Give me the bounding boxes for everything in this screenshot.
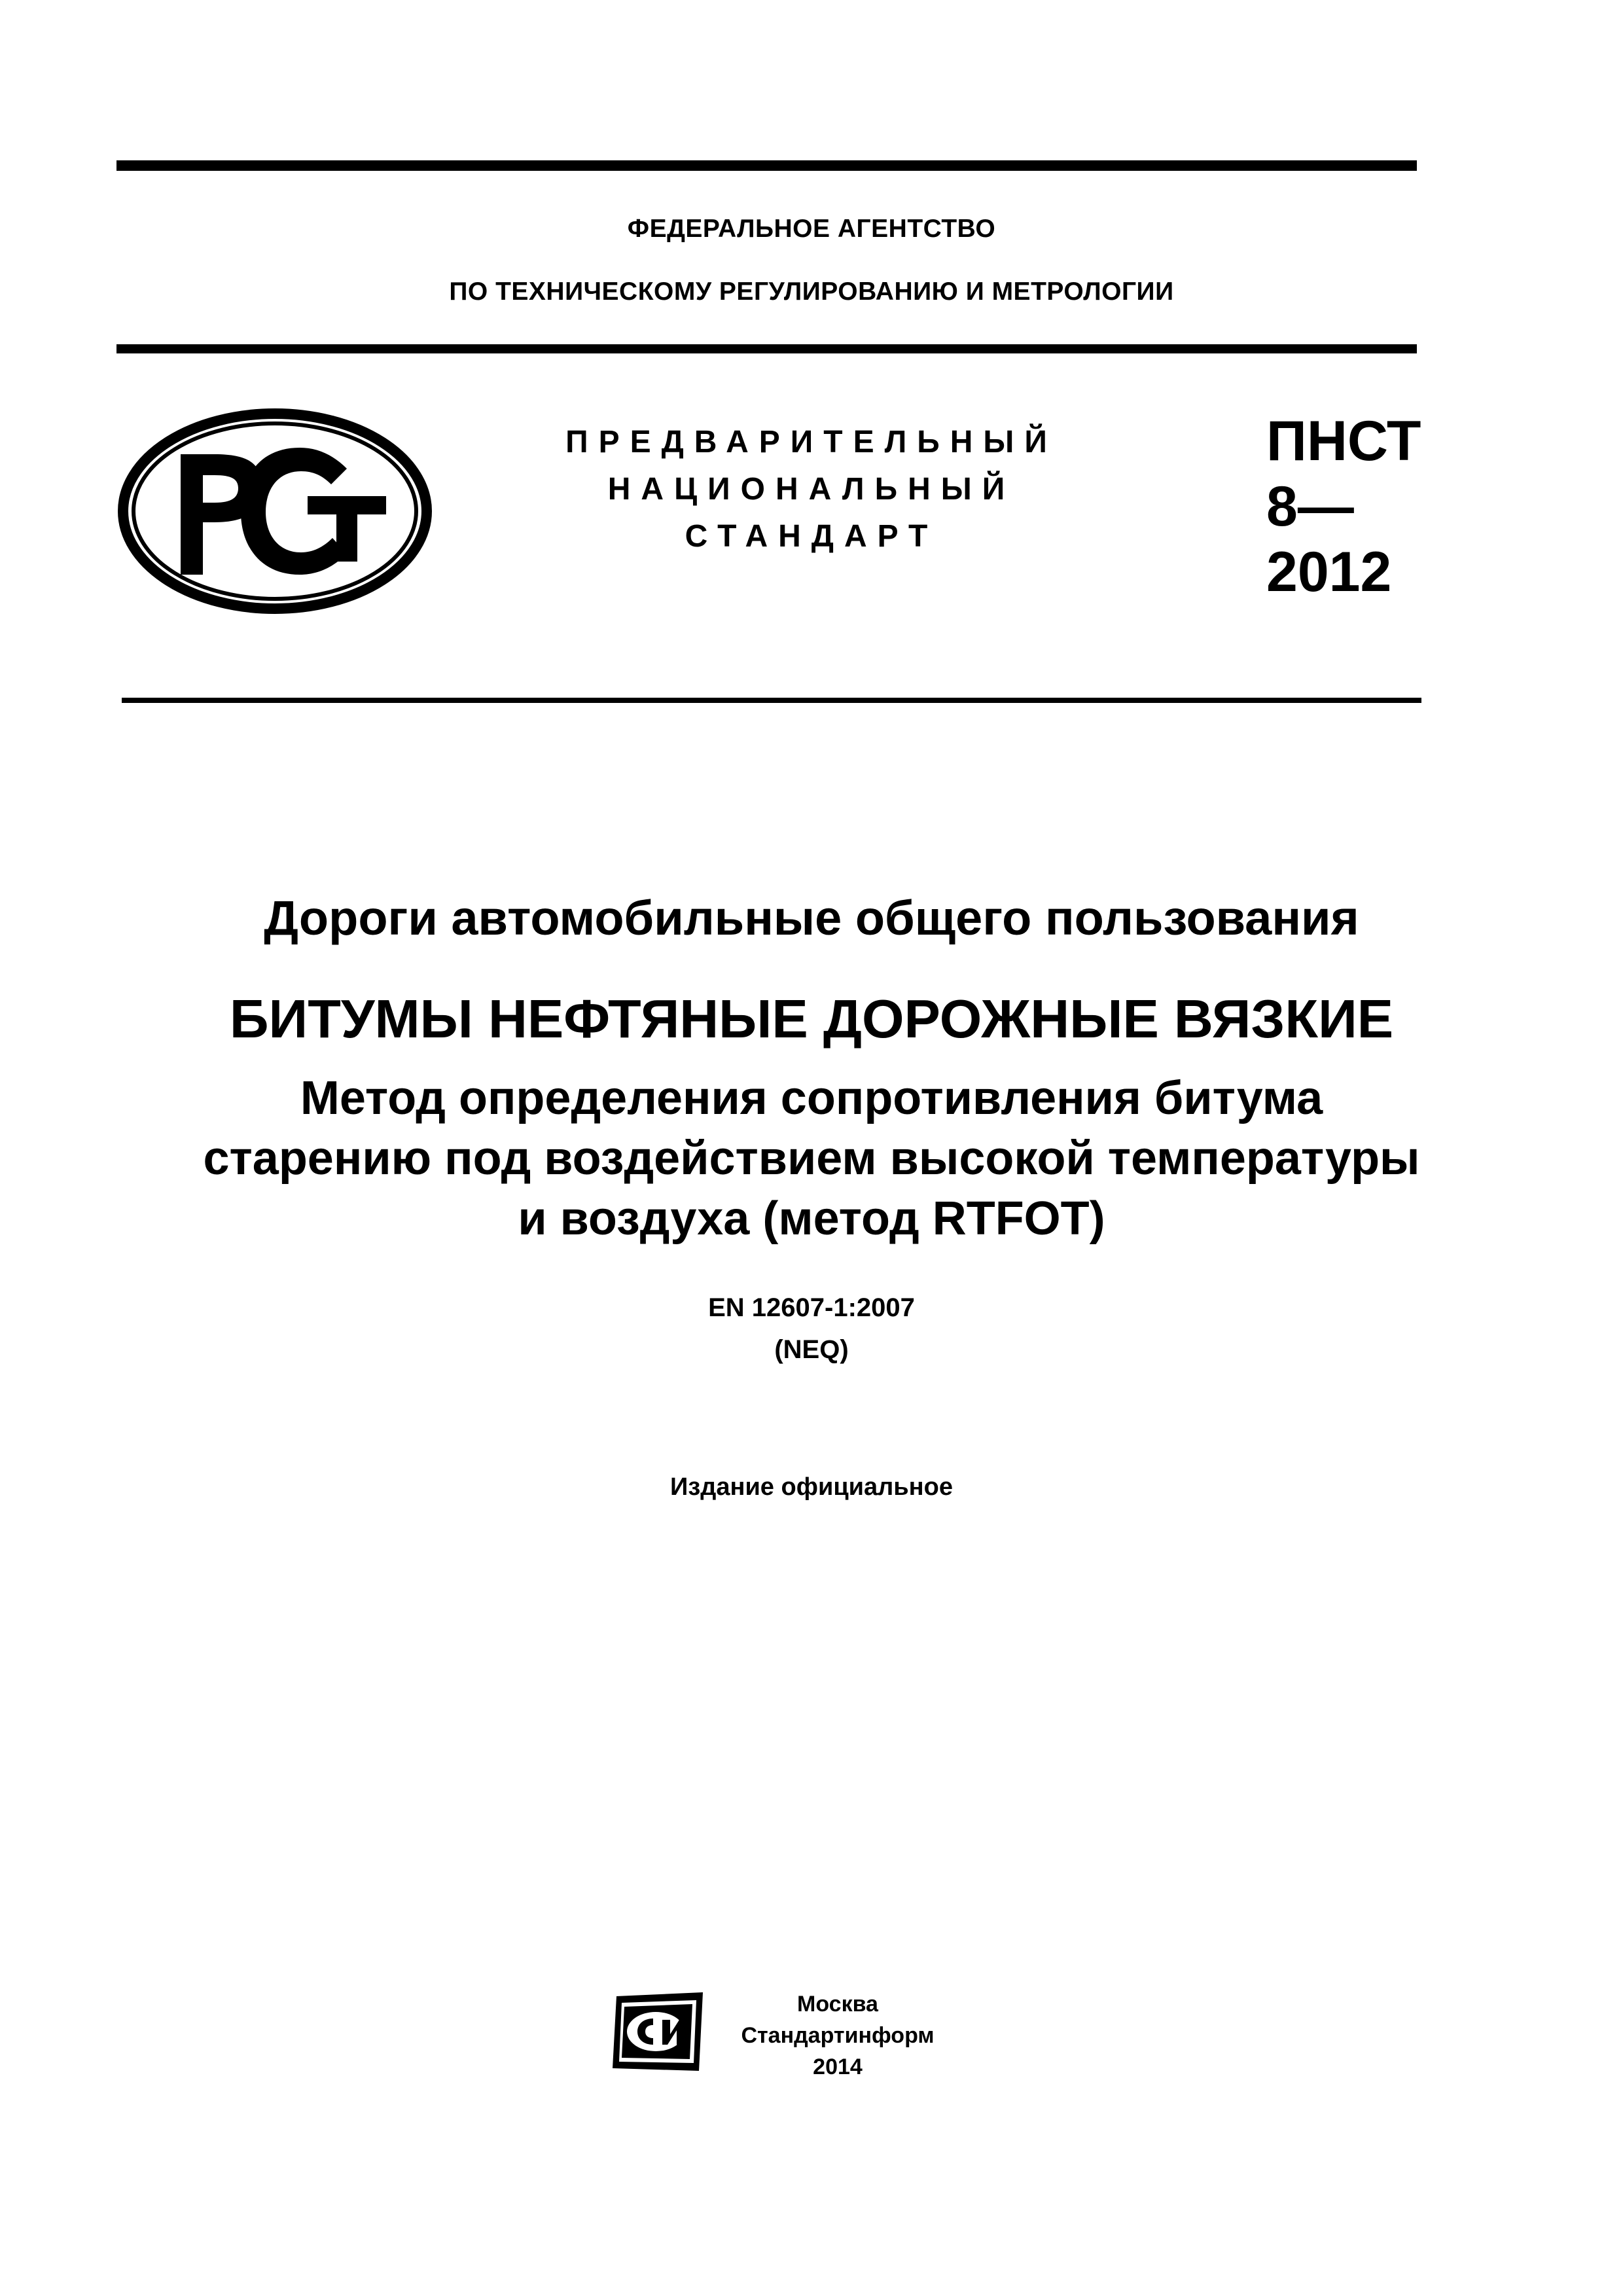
- standartinform-logo-icon: [607, 1990, 708, 2075]
- reference-code: EN 12607-1:2007: [708, 1293, 915, 1322]
- reference-standard: [0, 1287, 1623, 1371]
- document-main-title: БИТУМЫ НЕФТЯНЫЕ ДОРОЖНЫЕ ВЯЗКИЕ: [229, 988, 1394, 1049]
- agency-bottom-rule: [116, 344, 1417, 353]
- agency-line-2: ПО ТЕХНИЧЕСКОМУ РЕГУЛИРОВАНИЮ И МЕТРОЛОГИИ: [449, 278, 1174, 306]
- standard-type-line-2: НАЦИОНАЛЬНЫЙ: [607, 472, 1016, 507]
- standard-type-line-3: СТАНДАРТ: [685, 519, 938, 554]
- top-rule: [116, 160, 1417, 171]
- header-bottom-rule: [122, 698, 1421, 703]
- agency-line-1: ФЕДЕРАЛЬНОЕ АГЕНТСТВО: [627, 215, 996, 243]
- agency-block: [0, 198, 1623, 323]
- subtitle-line-1: Метод определения сопротивления битума: [300, 1072, 1323, 1124]
- rst-emblem-icon: [116, 407, 433, 615]
- designation-number: 8—: [1266, 475, 1354, 538]
- publisher-year: 2014: [813, 2054, 863, 2079]
- subtitle-line-2: старению под воздействием высокой температуры: [203, 1132, 1420, 1185]
- subtitle-line-3: и воздуха (метод RTFOT): [518, 1193, 1105, 1245]
- designation-year: 2012: [1266, 541, 1392, 603]
- standard-type-line-1: ПРЕДВАРИТЕЛЬНЫЙ: [565, 425, 1058, 459]
- standard-designation: [1266, 408, 1421, 605]
- publisher-block: [713, 1988, 962, 2083]
- standard-type: [550, 419, 1073, 560]
- document-subject: Дороги автомобильные общего пользования: [264, 891, 1359, 945]
- designation-code: ПНСТ: [1266, 410, 1421, 473]
- document-subtitle: [0, 1068, 1623, 1249]
- reference-degree: (NEQ): [774, 1335, 849, 1364]
- publisher-city: Москва: [797, 1992, 878, 2017]
- publisher-name: Стандартинформ: [741, 2023, 935, 2048]
- edition-note: Издание официальное: [670, 1473, 953, 1501]
